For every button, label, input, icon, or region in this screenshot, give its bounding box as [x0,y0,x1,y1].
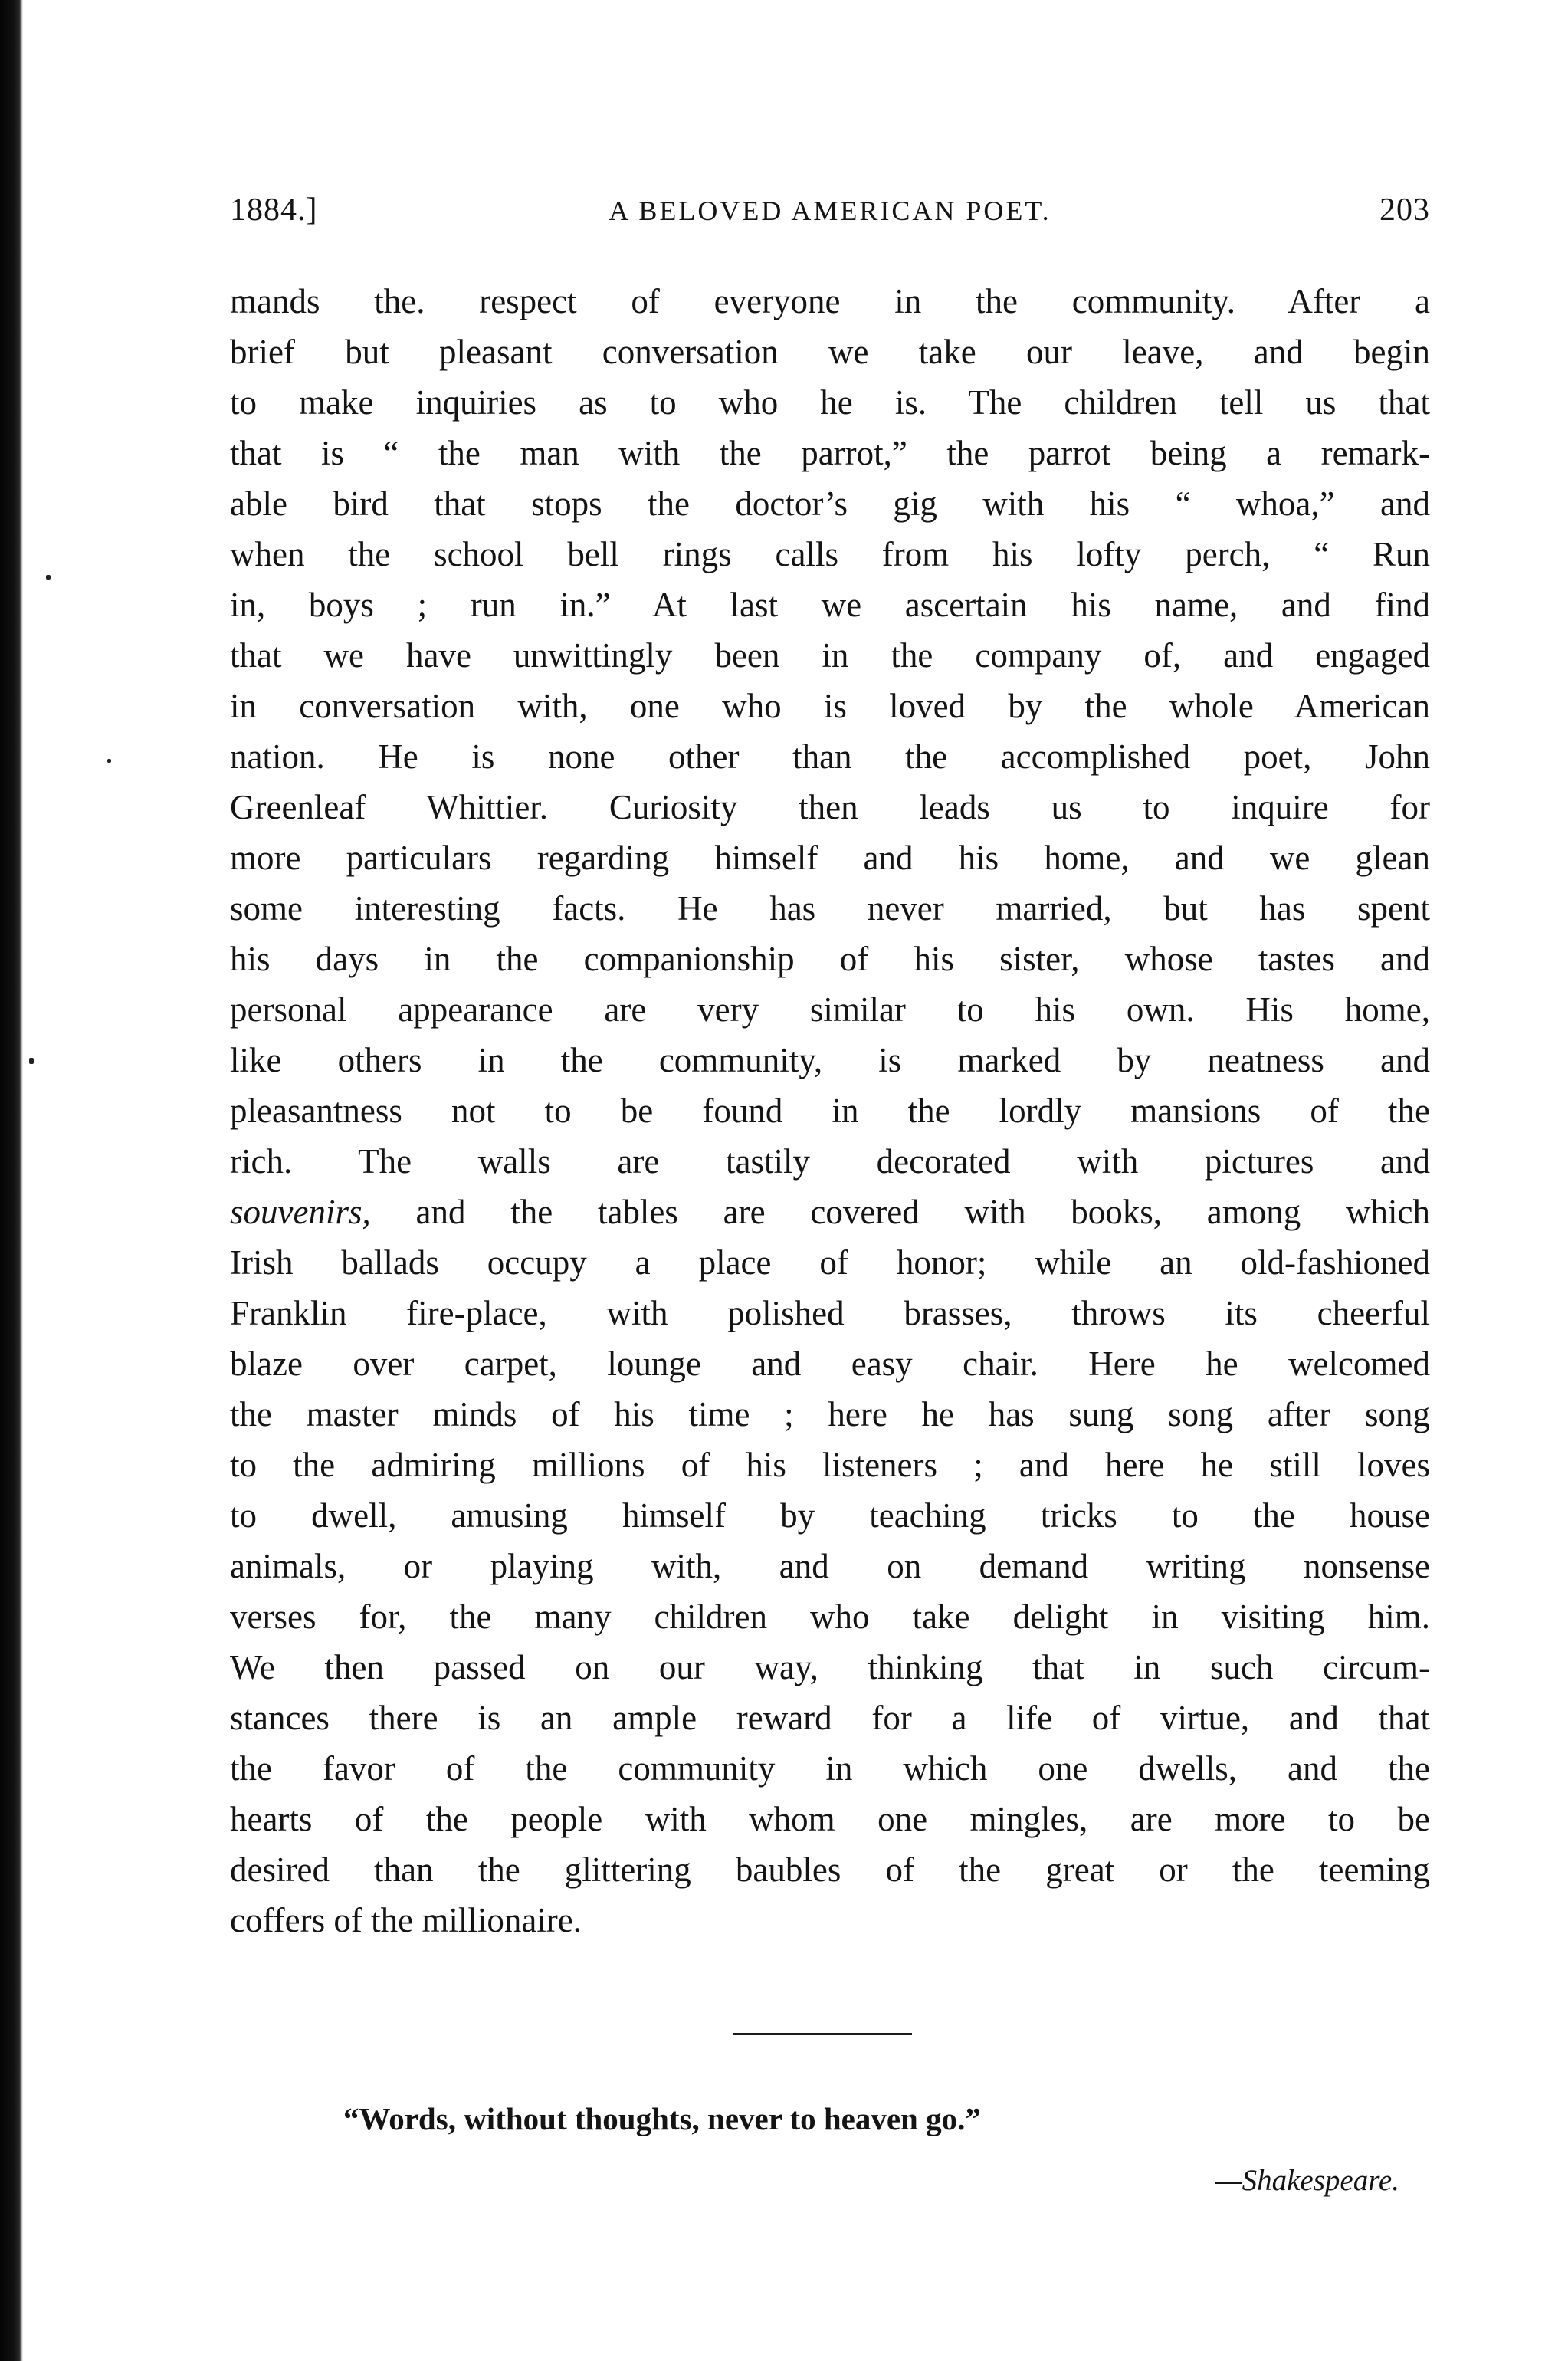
text-line: animals, or playing with, and on demand writing nonsense [230,1547,1430,1585]
epigraph-quote: “Words, without thoughts, never to heaven go.” [343,2101,981,2136]
page-number: 203 [1379,192,1430,228]
text-line: blaze over carpet, lounge and easy chair. Here he welcomed [230,1345,1430,1383]
running-header [230,192,1430,238]
text-line: in conversation with, one who is loved by the whole American [230,687,1430,725]
text-line: pleasantness not to be found in the lordly mansions of the [230,1092,1430,1130]
text-line: like others in the community, is marked by neatness and [230,1041,1430,1079]
text-line: in, boys ; run in.” At last we ascertain his name, and find [230,586,1430,624]
article-body [230,276,1430,1946]
text-line: Irish ballads occupy a place of honor; while an old-fashioned [230,1243,1430,1282]
text-line: the master minds of his time ; here he has sung song after song [230,1395,1430,1433]
text-line: mands the. respect of everyone in the community. After a [230,282,1430,320]
scan-speck [29,1058,34,1064]
text-line: desired than the glittering baubles of the great or the teeming [230,1850,1430,1889]
text-line: rich. The walls are tastily decorated with pictures and [230,1142,1430,1180]
section-divider [733,2033,912,2035]
text-line: that we have unwittingly been in the company of, and engaged [230,636,1430,675]
text-line: the favor of the community in which one dwells, and the [230,1749,1430,1788]
text-line-final: coffers of the millionaire. [230,1901,582,1939]
text-line: to the admiring millions of his listeners ; and here he still loves [230,1446,1430,1484]
book-page [230,0,1430,2361]
text-line: that is “ the man with the parrot,” the parrot being a remark- [230,434,1430,472]
text-line: when the school bell rings calls from his lofty perch, “ Run [230,535,1430,573]
text-line: verses for, the many children who take delight in visiting him. [230,1598,1430,1636]
text-line: brief but pleasant conversation we take our leave, and begin [230,333,1430,371]
scan-speck [107,759,111,763]
text-line: more particulars regarding himself and his home, and we glean [230,839,1430,877]
header-year: 1884.] [230,192,318,228]
text-line-rest: and the tables are covered with books, among which [370,1193,1430,1231]
text-line: to make inquiries as to who he is. The children tell us that [230,383,1430,422]
page-binding-edge [0,0,23,2361]
text-line: his days in the companionship of his sister, whose tastes and [230,940,1430,978]
text-line: Franklin fire-place, with polished brasses, throws its cheerful [230,1294,1430,1332]
scan-speck [46,575,51,580]
italic-word: souvenirs, [230,1193,371,1231]
text-line: Greenleaf Whittier. Curiosity then leads us to inquire for [230,788,1430,826]
text-line: to dwell, amusing himself by teaching tricks to the house [230,1496,1430,1535]
text-line: We then passed on our way, thinking that in such circum- [230,1648,1430,1686]
text-line: nation. He is none other than the accomplished poet, John [230,737,1430,776]
text-line-souvenirs [230,1187,1430,1237]
text-line: able bird that stops the doctor’s gig with his “ whoa,” and [230,484,1430,523]
text-line: stances there is an ample reward for a life of virtue, and that [230,1699,1430,1737]
text-line: some interesting facts. He has never married, but has spent [230,889,1430,928]
text-line: hearts of the people with whom one mingles, are more to be [230,1800,1430,1838]
epigraph-attribution: —Shakespeare. [1215,2164,1399,2197]
text-line: personal appearance are very similar to his own. His home, [230,990,1430,1029]
header-title: A BELOVED AMERICAN POET. [609,195,1051,226]
